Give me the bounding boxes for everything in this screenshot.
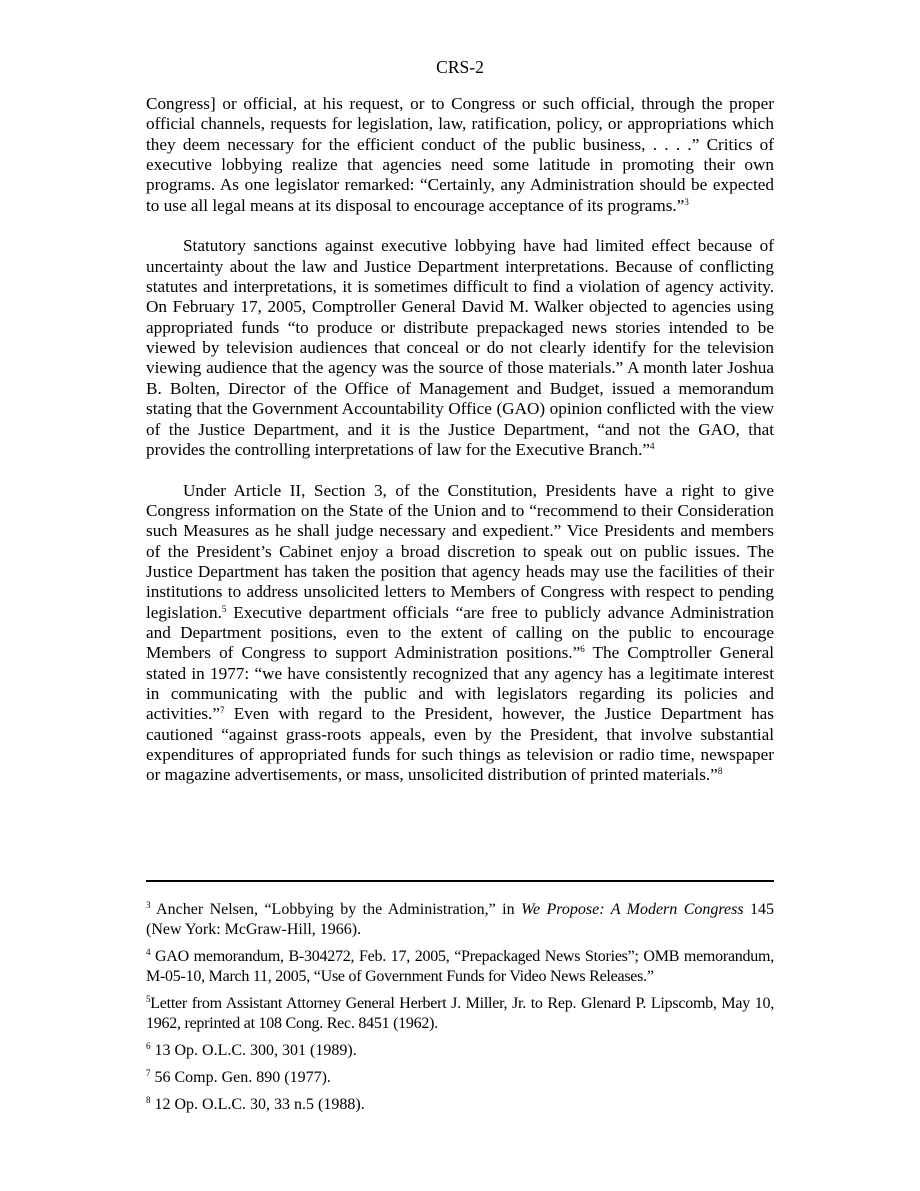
paragraph-3-text-c: The Comptroller General stated in 1977: “we have consistently recognized that any agency has a legitimate interest in communicating with the public and with legislators regarding its policies and activities.” bbox=[146, 643, 774, 724]
footnote-text: Letter from Assistant Attorney General Herbert J. Miller, Jr. to Rep. Glenard P. Lipscomb, May 10, 1962, reprinted at 108 Cong. Rec. 8451 (1962). bbox=[146, 995, 774, 1032]
footnote-4 bbox=[146, 947, 774, 987]
footnote-text: GAO memorandum, B-304272, Feb. 17, 2005, “Prepackaged News Stories”; OMB memorandum, M-05-10, March 11, 2005, “Use of Government Funds for Video News Releases.” bbox=[146, 948, 774, 985]
footnote-number: 7 bbox=[146, 1068, 151, 1078]
paragraph-1-text: Congress] or official, at his request, or to Congress or such official, through the proper official channels, requests for legislation, law, ratification, policy, or appropriations which they deem necessary for the efficient conduct of the public business, . . . .” Critics of executive lobbying realize that agencies need some latitude in promoting their own programs. As one legislator remarked: “Certainly, any Administration should be expected to use all legal means at its disposal to encourage acceptance of its programs.” bbox=[146, 94, 774, 215]
footnote-divider bbox=[146, 880, 774, 882]
footnote-text: 145 (New York: McGraw-Hill, 1966). bbox=[146, 901, 775, 938]
paragraph-1 bbox=[146, 94, 774, 216]
footnote-ref-6[interactable]: 6 bbox=[580, 644, 585, 655]
footnote-text: 13 Op. O.L.C. 300, 301 (1989). bbox=[150, 1042, 357, 1059]
footnote-ref-3[interactable]: 3 bbox=[684, 196, 689, 207]
body-text bbox=[146, 94, 774, 806]
footnote-3 bbox=[146, 900, 774, 940]
footnote-ref-8[interactable]: 8 bbox=[717, 766, 723, 777]
paragraph-2-text: Statutory sanctions against executive lobbying have had limited effect because of uncertainty about the law and Justice Department interpretations. Because of conflicting statutes and interpretations, it is sometimes difficult to find a violation of agency activity. On February 17, 2005, Comptroller General David M. Walker objected to agencies using appropriated funds “to produce or distribute prepackaged news stories intended to be viewed by television audiences that conceal or do not clearly identify for the television viewing audience that the agency was the source of those materials.” A month later Joshua B. Bolten, Director of the Office of Management and Budget, issued a memorandum stating that the Government Accountability Office (GAO) opinion conflicted with the view of the Justice Department, and it is the Justice Department, “and not the GAO, that provides the controlling interpretations of law for the Executive Branch.” bbox=[146, 236, 774, 459]
footnote-6 bbox=[146, 1041, 774, 1061]
footnote-5 bbox=[146, 994, 774, 1034]
footnote-ref-7[interactable]: 7 bbox=[219, 705, 225, 716]
footnote-ref-4[interactable]: 4 bbox=[650, 440, 655, 451]
footnote-7 bbox=[146, 1068, 774, 1088]
footnote-8 bbox=[146, 1095, 774, 1115]
footnote-ref-5[interactable]: 5 bbox=[221, 603, 227, 614]
footnote-book-title: We Propose: A Modern Congress bbox=[521, 901, 744, 918]
footnote-number: 5 bbox=[146, 994, 151, 1004]
paragraph-3-text-b: Executive department officials “are free to publicly advance Administration and Department positions, even to the extent of calling on the public to encourage Members of Congress to support Administration positions.” bbox=[146, 602, 774, 663]
footnote-number: 6 bbox=[146, 1041, 151, 1051]
page-number: CRS-2 bbox=[436, 57, 484, 77]
footnote-text: 56 Comp. Gen. 890 (1977). bbox=[150, 1069, 331, 1086]
paragraph-3-text-d: Even with regard to the President, however, the Justice Department has cautioned “against grass-roots appeals, even by the President, that involve substantial expenditures of appropriated funds for such things as television or radio time, newspaper or magazine advertisements, or mass, unsolicited distribution of printed materials.” bbox=[146, 704, 774, 785]
footnote-number: 3 bbox=[146, 900, 151, 910]
paragraph-3-text-a: Under Article II, Section 3, of the Constitution, Presidents have a right to give Congress information on the State of the Union and to “recommend to their Consideration such Measures as he shall judge necessary and expedient.” Vice Presidents and members of the President’s Cabinet enjoy a broad discretion to speak out on public issues. The Justice Department has taken the position that agency heads may use the facilities of their institutions to address unsolicited letters to Members of Congress with respect to pending legislation. bbox=[146, 480, 774, 622]
footnotes bbox=[146, 900, 774, 1122]
paragraph-2 bbox=[146, 236, 774, 460]
footnote-number: 8 bbox=[146, 1095, 151, 1105]
paragraph-3 bbox=[146, 481, 774, 786]
footnote-text: 12 Op. O.L.C. 30, 33 n.5 (1988). bbox=[150, 1096, 365, 1113]
footnote-text: Ancher Nelsen, “Lobbying by the Administration,” in bbox=[150, 901, 522, 918]
footnote-number: 4 bbox=[146, 947, 151, 957]
